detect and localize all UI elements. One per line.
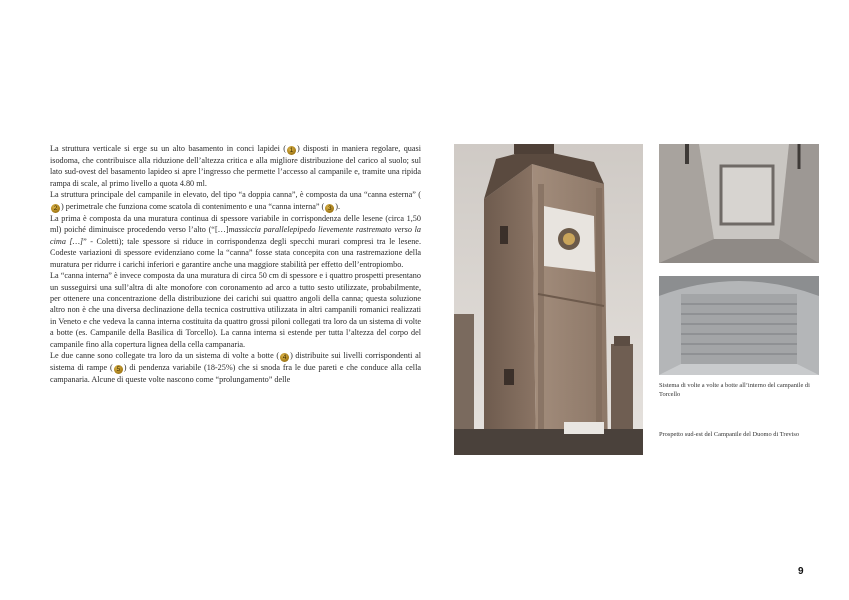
page-number: 9 <box>798 566 804 577</box>
vault-photo-top <box>659 144 819 263</box>
caption-vaults: Sistema di volte a volte a botte all’interno del campanile di Torcello <box>659 382 810 398</box>
marker-5: 5 <box>114 365 123 374</box>
vault-photo-bottom <box>659 276 819 375</box>
marker-1: 1 <box>287 146 296 155</box>
paragraph-4: La “canna interna” è invece composta da una muratura di circa 50 cm di spessore e i quattro prospetti presentano un susseguirsi una sull’altra di alte monofore con coronamento ad arco a tutto sesto utilizzate, probabilmente, per ottenere una concentrazione della distribuzione dei carichi sui quattro angoli della canna; questa soluzione altro non è che una diversa declinazione della tecnica costruttiva utilizzata in altri campanili romanici realizzati in Veneto e che vedeva la canna interna costituita da quattro grossi piloni collegati tra loro da un sistema di volte a botte (es. Campanile della Basilica di Torcello). La canna interna si estende per tutta l’altezza del corpo del campanile fino alla copertura lignea della cella campanaria. <box>50 271 421 349</box>
coletti-quote: massiccia parallelepipedo lievemente rastremato verso la cima […] <box>50 225 422 246</box>
body-text <box>50 143 421 386</box>
paragraph-3: La prima è composta da una muratura continua di spessore variabile in corrispondenza delle lesene (circa 1,50 ml) poiché diminuisce procedendo verso l’alto (“[…]massiccia parallelepipedo lievemente rastremato verso la cima […]” - Coletti); tale spessore si riduce in corrispondenza degli specchi murari compresi tra le lesene. Codeste variazioni di spessore evidenziano come la “canna” fosse stata concepita con una rastremazione della muratura per ridurre i carichi inferiori e garantire anche una maggiore stabilità per effetto dell’entropiombo. <box>50 213 422 269</box>
paragraph-5: Le due canne sono collegate tra loro da un sistema di volte a botte ( 4 ) distribuite sui livelli corrispondenti al sistema di rampe ( 5 ) di pendenza variabile (18-25%) che si snoda fra le due pareti e che conduce alla cella campanaria. Alcune di queste volte nascono come “prolungamento” delle <box>50 351 421 385</box>
marker-2: 2 <box>51 204 60 213</box>
paragraph-2: La struttura principale del campanile in elevato, del tipo “a doppia canna”, è composta da una “canna esterna” (2 ) perimetrale che funziona come scatola di contenimento e una “canna interna” ( 3 ). <box>50 190 421 212</box>
marker-4: 4 <box>280 353 289 362</box>
marker-3: 3 <box>325 204 334 213</box>
caption-tower: Prospetto sud-est del Campanile del Duomo di Treviso <box>659 431 800 438</box>
paragraph-1: La struttura verticale si erge su un alto basamento in conci lapidei ( 1 ) disposti in maniera regolare, quasi isodoma, che contribuisce alla riduzione dell’altezza critica e alla migliore distribuzione del carico al suolo; sul lato sud-ovest del basamento lapideo si apre l’ingresso che permette l’accesso al campanile e, tramite una ripida rampa di scale, al primo livello a quota 4.80 ml. <box>50 144 421 188</box>
campanile-photo <box>454 144 643 455</box>
